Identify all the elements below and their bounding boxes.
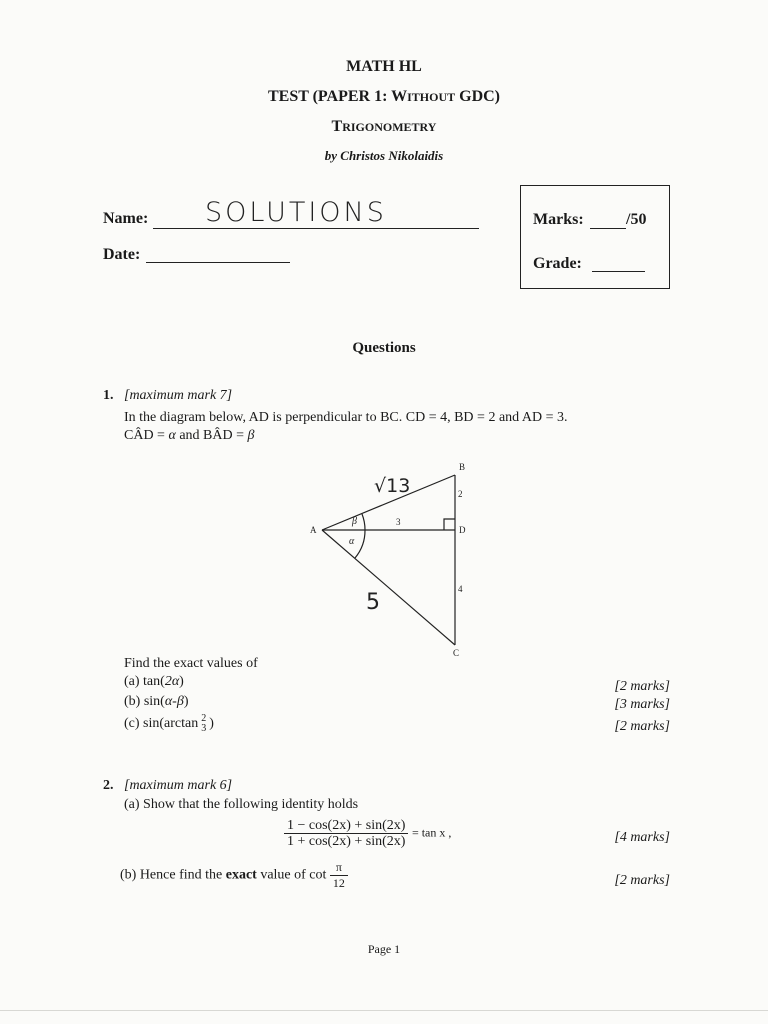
pi-over-12 [330,860,348,891]
label-b: B [459,462,466,472]
date-label: Date: [103,246,141,263]
marks-line [590,228,626,229]
len-cd: 4 [458,584,463,594]
triangle-diagram [300,455,500,660]
hand-sqrt13: √13 [374,475,411,497]
alpha-arc [355,530,365,558]
right-angle-mark [444,519,455,530]
author: by Christos Nikolaidis [324,148,444,163]
q1-part-b-expr: α-β [164,694,184,709]
name-label: Name: [103,210,149,227]
q1-line1: In the diagram below, AD is perpendicular to BC. CD = 4, BD = 2 and AD = 3. [124,410,568,425]
section-title: Questions [352,340,416,356]
q1-part-a-marks: [2 marks] [614,679,670,694]
marks-box [520,185,670,289]
q1-part-b [124,694,188,710]
q1-part-c [124,714,214,734]
grade-line [592,271,645,272]
q1-part-c-marks: [2 marks] [614,719,670,734]
q1-find: Find the exact values of [124,656,258,671]
q2-part-a: (a) Show that the following identity holds [124,797,359,812]
identity-fraction [284,818,408,849]
angle-beta: β [352,516,357,527]
identity-rhs: = tan x , [411,825,452,840]
beta-arc [362,514,365,530]
q1-part-b-label: (b) sin( [124,694,165,709]
q1-part-a-expr: 2α [164,674,180,689]
topic-rest: RIGONOMETRY [342,120,437,134]
marks-label: Marks: [533,211,584,228]
q1-beta: β [247,428,255,443]
label-a: A [310,525,317,535]
q2-identity [284,818,451,849]
test-ithout: ITHOUT [407,90,456,104]
angle-alpha: α [349,536,355,547]
label-d: D [459,525,466,535]
q1-line2 [124,428,254,444]
test-w: W [391,88,408,105]
len-bd: 2 [458,489,463,499]
test-prefix: TEST (PAPER 1: [267,88,392,105]
q1-mark-note: [maximum mark 7] [124,388,233,403]
identity-numerator: 1 − cos(2x) + sin(2x) [284,818,408,834]
topic [0,118,768,136]
q1-line2-b: and BÂD = [175,428,248,443]
q1-part-c-label: (c) sin(arctan [124,716,199,732]
frac-den: 3 [201,723,207,734]
name-line [153,228,479,229]
q1-part-a [124,674,184,690]
q2-mark-note: [maximum mark 6] [124,778,233,793]
q2-part-b-bold: exact [225,867,257,883]
q1-part-b-close: ) [183,694,189,709]
q2-number: 2. [103,778,114,793]
q2-part-b [120,860,348,891]
bottom-edge [0,1010,768,1011]
q2-part-a-marks: [4 marks] [614,830,670,845]
page-number: Page 1 [367,942,401,956]
topic-initial: T [331,118,343,135]
q1-alpha: α [168,428,176,443]
q1-part-b-marks: [3 marks] [614,697,670,712]
test-subtitle [0,88,768,106]
label-c: C [453,648,460,658]
segment-ac [322,530,455,645]
q1-line2-a: CÂD = [124,428,169,443]
test-suffix: GDC) [455,88,501,105]
q1-part-a-close: ) [179,674,184,689]
date-line [146,262,290,263]
twelve-denominator: 12 [332,876,345,890]
grade-label: Grade: [533,255,582,272]
q2-part-b-post: value of cot [256,867,327,883]
frac-num: 2 [201,713,207,724]
title: MATH HL [346,58,422,75]
hand-five: 5 [366,590,380,615]
q2-part-b-pre: (b) Hence find the [120,867,226,883]
pi-numerator: π [330,860,348,876]
name-handwritten: SOLUTIONS [205,197,387,228]
q1-part-a-label: (a) tan( [124,674,165,689]
q1-number: 1. [103,388,114,403]
len-ad: 3 [396,517,401,527]
q1-part-c-close: ) [209,716,214,732]
q2-part-b-marks: [2 marks] [614,873,670,888]
marks-total: /50 [626,211,647,228]
q1-part-c-fraction [198,714,209,734]
identity-denominator: 1 + cos(2x) + sin(2x) [287,834,406,849]
